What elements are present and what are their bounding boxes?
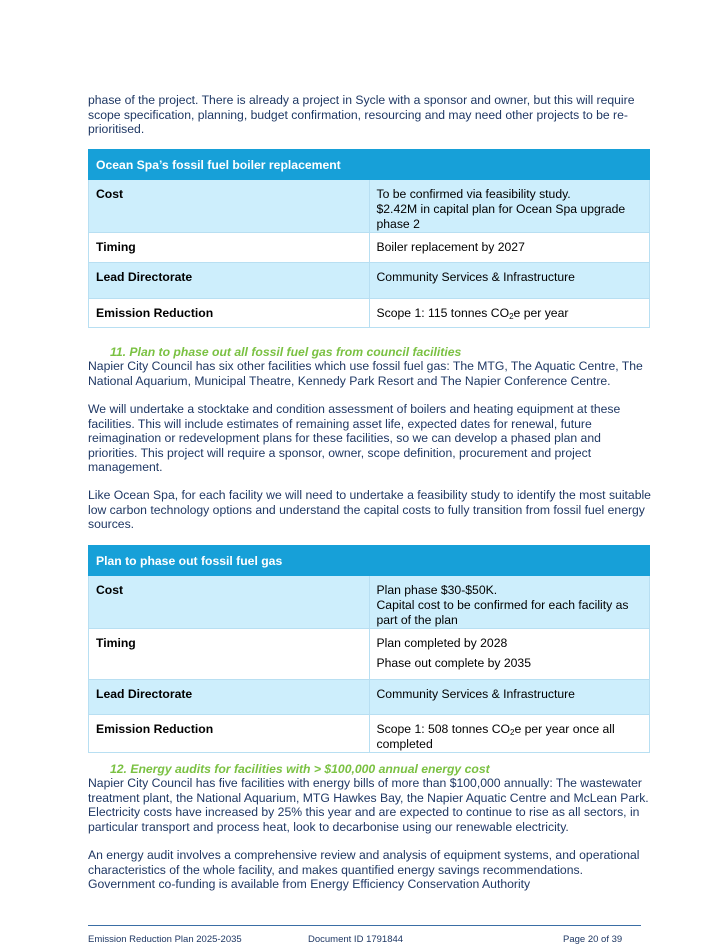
phase-out-table <box>88 545 650 753</box>
emission-text: e per year once all completed <box>376 722 615 751</box>
table-row <box>89 233 650 263</box>
section-11-paragraph-1: Napier City Council has six other facilities which use fossil fuel gas: The MTG, The Aquatic Centre, The National Aquarium, Municipal Theatre, Kennedy Park Resort and The Napier Conference Centre. <box>88 359 643 388</box>
row-label: Cost <box>89 576 370 629</box>
row-value: Community Services & Infrastructure <box>369 680 650 715</box>
section-12-paragraph-2: An energy audit involves a comprehensive review and analysis of equipment systems, and operational characteristics of the whole facility, and makes quantified energy savings recommendations. Government co-funding is available from Energy Efficiency Conservation Authority <box>88 848 640 891</box>
row-value <box>369 299 650 328</box>
row-value <box>369 629 650 680</box>
emission-text: e per year <box>513 306 569 320</box>
section-12-heading: 12. Energy audits for facilities with > $100,000 annual energy cost <box>110 762 490 776</box>
row-label: Lead Directorate <box>89 263 370 299</box>
footer-doc-title: Emission Reduction Plan 2025-2035 <box>88 934 242 945</box>
section-11-heading: 11. Plan to phase out all fossil fuel gas from council facilities <box>110 345 462 359</box>
table-row <box>89 576 650 629</box>
row-value-line: Capital cost to be confirmed for each facility as part of the plan <box>376 598 629 627</box>
table-title: Ocean Spa’s fossil fuel boiler replacement <box>89 150 650 180</box>
footer-page-number: Page 20 of 39 <box>563 934 623 945</box>
row-label: Emission Reduction <box>89 715 370 753</box>
emission-text: Scope 1: 115 tonnes CO <box>376 306 510 320</box>
table-row <box>89 629 650 680</box>
table-row <box>89 715 650 753</box>
subscript: 2 <box>509 312 514 321</box>
row-value: Community Services & Infrastructure <box>369 263 650 299</box>
row-value-line: To be confirmed via feasibility study. <box>376 187 571 201</box>
row-value <box>369 180 650 233</box>
row-label: Timing <box>89 629 370 680</box>
row-value <box>369 576 650 629</box>
row-value-line: Phase out complete by 2035 <box>376 656 531 670</box>
table-row <box>89 263 650 299</box>
intro-paragraph: phase of the project. There is already a project in Sycle with a sponsor and owner, but this will require scope specification, planning, budget confirmation, resourcing and may need other projects to be re-prioritised. <box>88 93 635 136</box>
footer-divider <box>88 925 641 926</box>
row-value-line: $2.42M in capital plan for Ocean Spa upgrade phase 2 <box>376 202 626 231</box>
row-value <box>369 715 650 753</box>
emission-text: Scope 1: 508 tonnes CO <box>376 722 510 736</box>
row-label: Lead Directorate <box>89 680 370 715</box>
ocean-spa-table <box>88 149 650 328</box>
table-row <box>89 299 650 328</box>
row-label: Timing <box>89 233 370 263</box>
row-value: Boiler replacement by 2027 <box>369 233 650 263</box>
row-value-line: Plan phase $30-$50K. <box>376 583 498 597</box>
section-12-paragraph-1: Napier City Council has five facilities with energy bills of more than $100,000 annually: The wastewater treatment plant, the National Aquarium, MTG Hawkes Bay, the Napier Aquatic Centre and McLean Park. Electricity costs have increased by 25% this year and are expected to continue to rise as all sectors, in particular transport and process heat, look to decarbonise using our renewable electricity. <box>88 776 649 834</box>
table-title: Plan to phase out fossil fuel gas <box>89 546 650 576</box>
row-label: Cost <box>89 180 370 233</box>
section-11-paragraph-3: Like Ocean Spa, for each facility we will need to undertake a feasibility study to identify the most suitable low carbon technology options and understand the capital costs to fully transition from fossil fuel energy sources. <box>88 488 651 531</box>
row-value-line: Plan completed by 2028 <box>376 636 508 650</box>
section-11-paragraph-2: We will undertake a stocktake and condition assessment of boilers and heating equipment at these facilities. This will include estimates of remaining asset life, expected dates for renewal, future reimagination or redevelopment plans for these facilities, so we can develop a phased plan and priorities. This project will require a sponsor, owner, scope definition, procurement and project management. <box>88 402 621 474</box>
table-row <box>89 680 650 715</box>
row-label: Emission Reduction <box>89 299 370 328</box>
subscript: 2 <box>509 728 515 737</box>
footer-doc-id: Document ID 1791844 <box>308 934 404 945</box>
table-row <box>89 180 650 233</box>
